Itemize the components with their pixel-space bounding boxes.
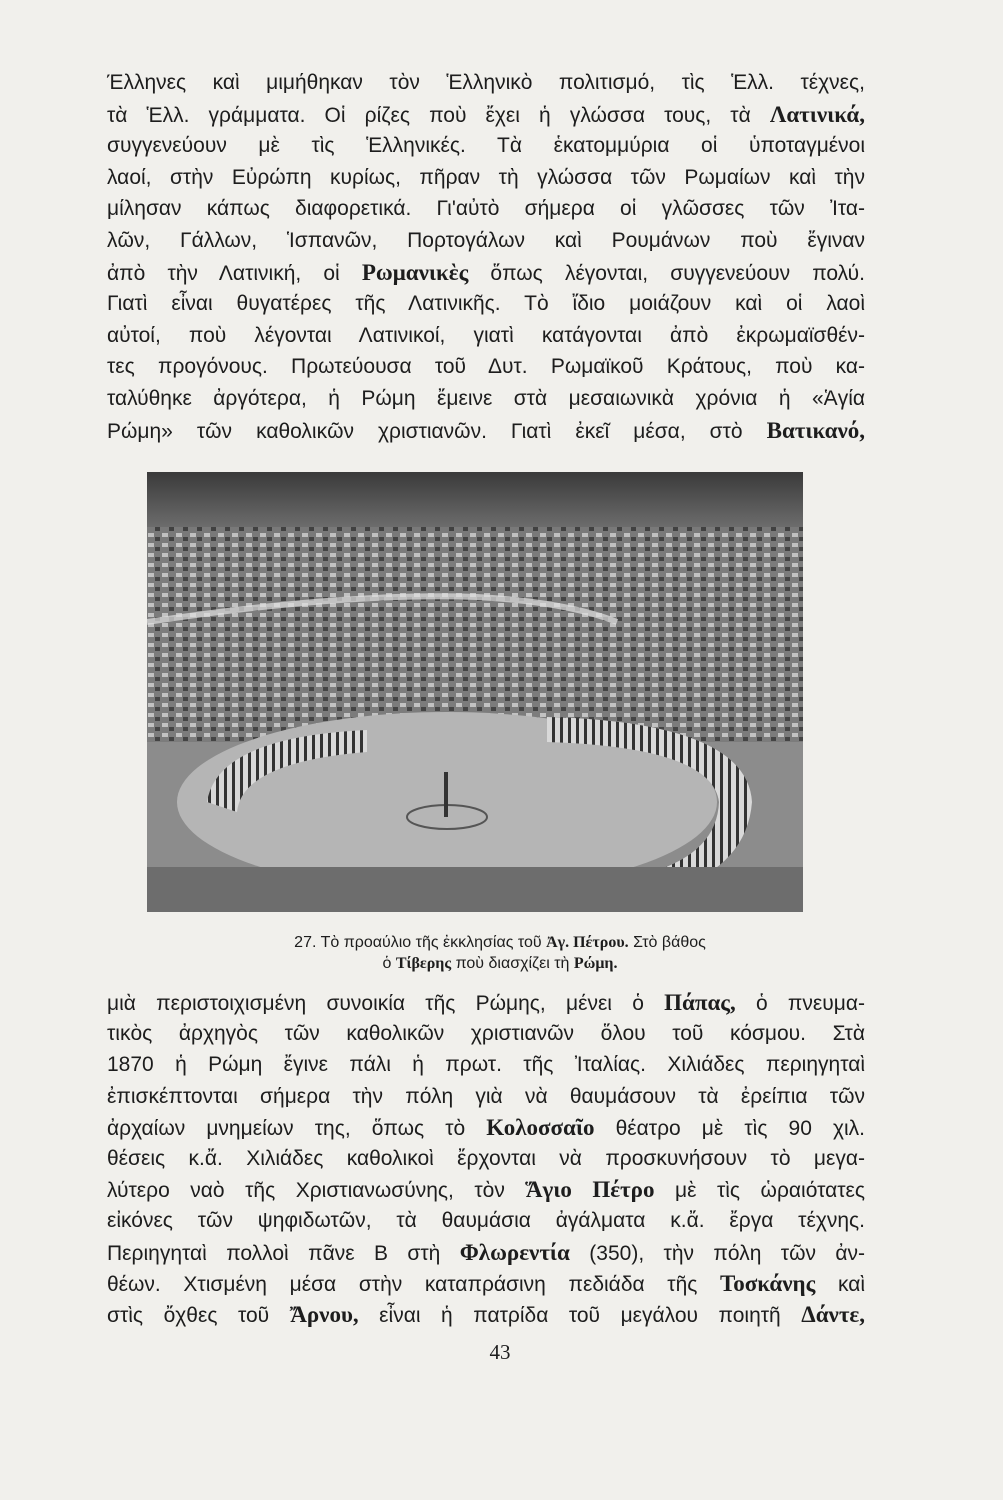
bold-term: Βατικανό, [766,417,865,443]
text-line [107,386,865,412]
text-run: ἀπὸ τὴν Λατινική, οἱ [107,261,362,285]
text-run: μιὰ περιστοιχισμένη συνοικία τῆς Ρώμης, μένει ὁ [107,992,665,1015]
text-run: θέατρο μὲ τὶς 90 χιλ. [594,1116,865,1140]
figure-caption-line-1 [130,933,870,953]
text-run: ἀρχαίων μνημείων της, ὅπως τὸ [107,1116,487,1140]
text-line [107,1146,865,1172]
bold-term: Ρώμη. [573,955,618,972]
text-line [107,133,865,159]
text-run: τὰ Ἑλλ. γράμματα. Οἱ ρίζες ποὺ ἔχει ἡ γλώσσα τους, τὰ [107,103,770,127]
text-run: (350), τὴν πόλη τῶν ἀν- [569,1241,866,1265]
text-run: Γιατὶ εἶναι θυγατέρες τῆς Λατινικῆς. Τὸ ἴδιο μοιάζουν καὶ οἱ λαοὶ [107,292,865,316]
text-run: λῶν, Γάλλων, Ἱσπανῶν, Πορτογάλων καὶ Ρουμάνων ποὺ ἔγιναν [107,229,865,252]
text-line [107,1052,865,1078]
text-run: τικὸς ἀρχηγὸς τῶν καθολικῶν χριστιανῶν ὅλου τοῦ κόσμου. Στὰ [107,1022,865,1046]
text-run: ὁ πνευμα- [735,992,865,1015]
text-run: ὁ [382,955,396,972]
text-line [107,1021,865,1047]
bold-term: Ἅγιο Πέτρο [525,1177,655,1203]
text-run: θέσεις κ.ἄ. Χιλιάδες καθολικοὶ ἔρχονται νὰ προσκυνήσουν τὸ μεγα- [107,1147,865,1170]
text-line [107,418,865,445]
text-run: λύτερο ναὸ τῆς Χριστιανωσύνης, τὸν [107,1179,526,1203]
bold-term: Ρωμανικὲς [361,259,469,285]
text-run: ταλύθηκε ἀργότερα, ἡ Ρώμη ἔμεινε στὰ μεσαιωνικὰ χρόνια ἡ «Ἁγία [107,387,865,410]
bold-term: Κολοσσαῖο [486,1114,595,1140]
text-line [107,354,865,380]
text-run: Ρώμη» τῶν καθολικῶν χριστιανῶν. Γιατὶ ἐκεῖ μέσα, στὸ [107,419,767,443]
text-line [107,1084,865,1110]
text-line [107,165,865,191]
text-line [107,291,865,317]
text-run: Περιηγηταὶ πολλοὶ πᾶνε Β στὴ [107,1241,460,1265]
text-line [107,323,865,349]
text-line [107,196,865,222]
text-run: αὐτοί, ποὺ λέγονται Λατινικοί, γιατὶ κατάγονται ἀπὸ ἐκρωμαϊσθέν- [107,323,865,347]
photo-st-peters-square [147,472,803,912]
text-run: καὶ [815,1272,865,1296]
text-run: εἰκόνες τῶν ψηφιδωτῶν, τὰ θαυμάσια ἀγάλματα κ.ἄ. ἔργα τέχνης. [107,1209,865,1233]
text-line [107,1271,865,1298]
text-run: Έλληνες καὶ μιμήθηκαν τὸν Ἑλληνικὸ πολιτισμό, τὶς Ἑλλ. τέχνες, [107,71,865,94]
text-run: 27. Τὸ προαύλιο τῆς ἐκκλησίας τοῦ [294,934,547,951]
text-line [107,1240,865,1267]
bold-term: Φλωρεντία [459,1239,570,1265]
bold-term: Ἀγ. Πέτρου. [546,934,629,951]
text-run: εἶναι ἡ πατρίδα τοῦ μεγάλου ποιητῆ [358,1304,802,1327]
text-line [107,102,865,129]
text-run: μίλησαν κάπως διαφορετικά. Γι'αὐτὸ σήμερα οἱ γλῶσσες τῶν Ἰτα- [107,197,865,221]
bold-term: Τίβερης [395,955,452,972]
text-run: 1870 ἡ Ρώμη ἔγινε πάλι ἡ πρωτ. τῆς Ἰταλίας. Χιλιάδες περιηγηταὶ [107,1053,865,1077]
text-run: ὅπως λέγονται, συγγενεύουν πολύ. [468,261,865,285]
text-run: θέων. Χτισμένη μέσα στὴν καταπράσινη πεδιάδα τῆς [107,1272,721,1296]
text-line [107,260,865,287]
text-line [107,228,865,254]
bold-term: Πάπας, [664,990,736,1015]
text-line [107,1115,865,1142]
bold-term: Ἄρνου, [289,1302,359,1327]
bold-term: Λατινικά, [769,101,865,127]
text-line [107,1177,865,1204]
bold-term: Τοσκάνης [720,1270,816,1296]
text-run: τες προγόνους. Πρωτεύουσα τοῦ Δυτ. Ρωμαϊκοῦ Κράτους, ποὺ κα- [107,355,865,379]
text-line [107,1302,865,1329]
text-run: συγγενεύουν μὲ τὶς Ἑλληνικές. Τὰ ἑκατομμύρια οἱ ὑποταγμένοι [107,134,865,158]
text-line [107,990,865,1017]
text-run: στὶς ὄχθες τοῦ [107,1304,290,1327]
text-run: Στὸ βάθος [628,934,706,951]
text-run: ἐπισκέπτονται σήμερα τὴν πόλη γιὰ νὰ θαυμάσουν τὰ ἐρείπια τῶν [107,1084,865,1108]
bold-term: Δάντε, [801,1302,865,1327]
text-line [107,70,865,96]
figure-caption-line-2 [130,954,870,974]
text-run: ποὺ διασχίζει τὴ [451,955,574,972]
text-run: λαοί, στὴν Εὐρώπη κυρίως, πῆραν τὴ γλώσσα τῶν Ρωμαίων καὶ τὴν [107,165,865,189]
page-number: 43 [489,1340,511,1364]
text-run: μὲ τὶς ὡραιότατες [654,1179,865,1203]
text-line [107,1208,865,1234]
